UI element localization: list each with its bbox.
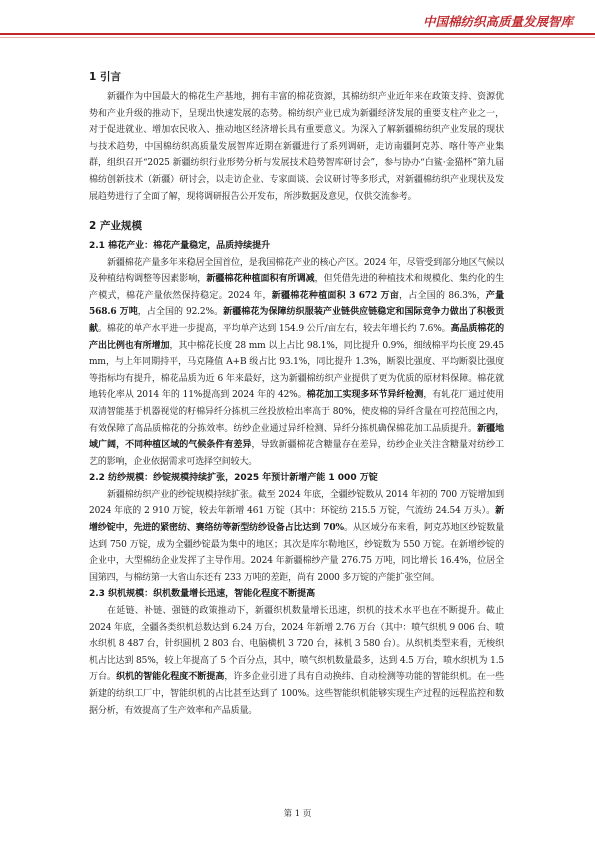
text-run: ，导致新疆棉花含糖量存在差异，纺纱企业关注含糖量对纺纱工艺的影响，企业依据需求可选择空间较大。 <box>89 440 504 467</box>
paragraph-looms <box>89 603 504 719</box>
section-heading-industry-scale: 2 产业规模 <box>89 220 142 233</box>
header-rule-thin <box>0 37 595 38</box>
text-run: 新疆棉纺织产业的纱锭规模持续扩张。截至 2024 年底，全疆纱锭数从 2014 年初的 700 万锭增加到 2024 年底的 2 910 万锭，较去年新增 461 万锭（其中：环锭纺 215.5 万锭，气流纺 24.54 万头）。 <box>89 489 504 517</box>
report-header-title: 中国棉纺织高质量发展智库 <box>422 14 573 29</box>
document-body <box>89 58 504 719</box>
text-run: 。从区域分布来看，阿克苏地区纱锭数量达到 750 万锭，成为全疆纱锭最为集中的地区；其次是库尔勒地区，纱锭数为 550 万锭。在新增纱锭的企业中，大型棉纺企业发挥了主导作用。2024 年新疆棉纱产量 276.75 万吨，同比增长 16.4%，位居全国第四，与棉纺第一大省山东还有 233 万吨的差距，尚有 2000 多万锭的产能扩张空间。 <box>89 523 504 583</box>
subsection-heading-spinning: 2.2 纺纱规模：纱锭规模持续扩张，2025 年预计新增产能 1 000 万锭 <box>89 473 378 484</box>
bold-run: 新增纱锭中，先进的紧密纺、赛络纺等新型纺纱设备占比达到 70% <box>89 506 504 534</box>
text-run: ，但凭借先进的种植技术和规模化、集约化的生产模式，棉花产量依然保持稳定。2024 年， <box>89 274 504 301</box>
paragraph-spinning <box>89 487 504 587</box>
section-heading-introduction: 1 引言 <box>89 71 121 83</box>
bold-run: 新疆棉花种植面积 3 672 万亩 <box>271 290 399 301</box>
text-run: 在延链、补链、强链的政策推动下，新疆织机数量增长迅速，织机的技术水平也在不断提升。截止 2024 年底，全疆各类织机总数达到 6.24 万台，2024 年新增 2.76 万台（其中：喷气织机 9 006 台、喷水织机 8 487 台，针织圆机 2 803 台、电脑横机 3 720 台，袜机 3 580 台）。从织机类型来看，无梭织机占比达到 85%，较上年提高了 5 个百分点，其中，喷气织机数量最多，达到 4.5 万台，喷水织机为 1.5 万台。 <box>89 605 504 683</box>
text-run: ，占全国的 92.2%。 <box>137 307 224 318</box>
bold-run: 新疆棉花种植面积有所调减 <box>206 274 315 285</box>
subsection-heading-cotton: 2.1 棉花产业：棉花产量稳定，品质持续提升 <box>89 241 271 252</box>
paragraph-introduction: 新疆作为中国最大的棉花生产基地，拥有丰富的棉花资源，其棉纺织产业近年来在政策支持、资源优势和产业升级的推动下，呈现出快速发展的态势。棉纺织产业已成为新疆经济发展的重要支柱产业之一，对于促进就业、增加农民收入、推动地区经济增长具有重要意义。为深入了解新疆棉纺织产业发展的现状与技术趋势，中国棉纺织高质量发展智库近期在新疆进行了系列调研，走访南疆阿克苏、喀什等产业集群，组织召开“2025 新疆纺织行业形势分析与发展技术趋势智库研讨会”，参与协办“白鲨·金猫杯”第九届棉纺创新技术（新疆）研讨会，以走访企业、专家面谈、会议研讨等多形式，对新疆棉纺织产业现状及发展趋势进行了全面了解，现将调研报告公开发布，所涉数据及意见，仅供交流参考。 <box>89 92 504 202</box>
bold-run: 产量 568.6 万吨 <box>89 290 504 318</box>
subsection-heading-looms: 2.3 织机规模：织机数量增长迅速，智能化程度不断提高 <box>89 589 316 600</box>
page-number: 第 1 页 <box>283 809 312 819</box>
bold-run: 新疆棉花为保障纺织服装产业链供应链稳定和国际竞争力做出了积极贡献 <box>89 307 504 335</box>
text-run: ，占全国的 86.3%， <box>398 290 486 301</box>
bold-run: 棉花加工实现多环节异纤检测 <box>306 390 424 401</box>
bold-run: 高品质棉花的产出比例也有所增加 <box>89 324 504 351</box>
text-run: 新疆棉花产量多年来稳居全国首位，是我国棉花产业的核心产区。2024 年，尽管受到部分地区气候以及种植结构调整等因素影响， <box>89 257 504 285</box>
bold-run: 织机的智能化程度不断提高 <box>116 672 225 683</box>
text-run: ，许多企业引进了具有自动换纬、自动检测等功能的智能织机。在一些新建的纺织工厂中，智能织机的占比甚至达到了 100%。这些智能织机能够实现生产过程的远程监控和数据分析，有效提高了生产效率和产品质量。 <box>89 672 504 716</box>
paragraph-cotton <box>89 255 504 471</box>
bold-run: 新疆地域广阔，不同种植区域的气候条件有差异 <box>89 423 504 451</box>
text-run: 。棉花的单产水平进一步提高，平均单产达到 154.9 公斤/亩左右，较去年增长约 7.6%。 <box>97 324 451 335</box>
header-rule <box>0 33 595 35</box>
text-run: ，有轧花厂通过使用双清智能基于机器视觉的籽棉异纤分拣机三丝投放检出率高于 80%，使皮棉的异纤含量在可控范围之内，有效保障了高品质棉花的分拣效率。纺纱企业通过异纤检测、异纤分拣机确保棉花加工品质提升。 <box>89 390 504 434</box>
text-run: ，其中棉花长度 28 mm 以上占比 98.1%，同比提升 0.9%，细绒棉平均长度 29.45 mm，与上年同期持平，马克隆值 A+B 级占比 93.1%，同比提升 1.3%，断裂比强度、平均断裂比强度等指标均有提升，棉花品质为近 6 年来最好，这为新疆棉纺织产业提供了更为优质的原材料保障。棉花就地转化率从 2014 年的 11%提高到 2024 年的 42%。 <box>89 340 504 401</box>
